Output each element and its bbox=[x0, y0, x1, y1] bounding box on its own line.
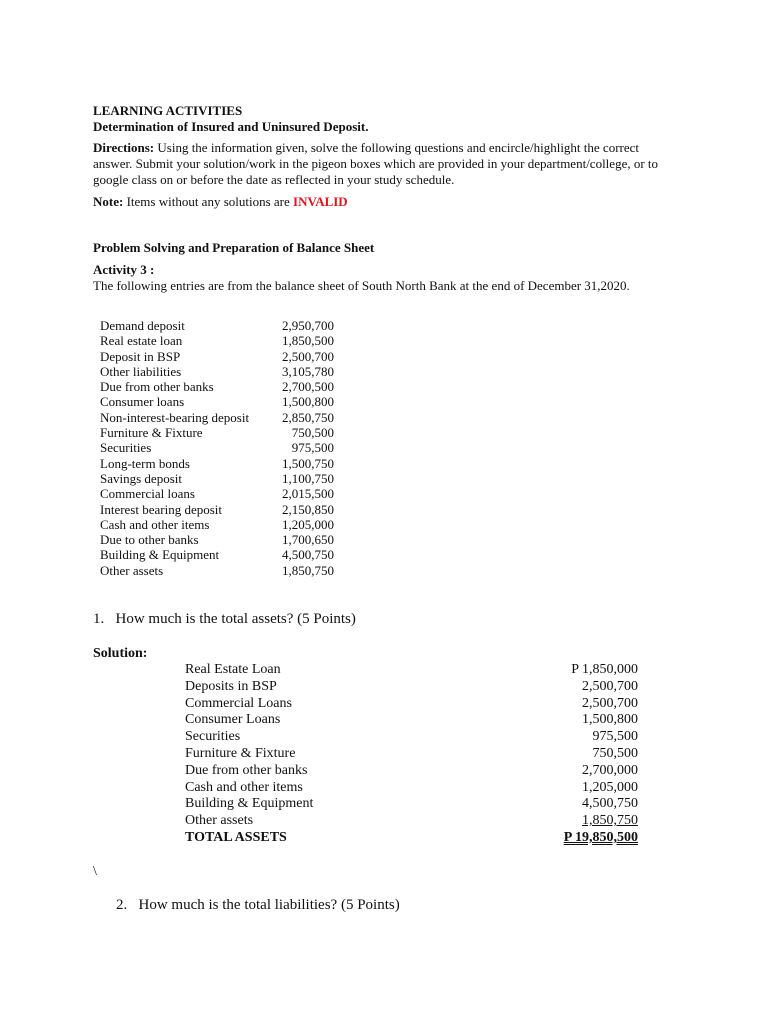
entry-name: Furniture & Fixture bbox=[100, 425, 203, 441]
entry-row bbox=[100, 410, 334, 425]
solution-row bbox=[185, 746, 638, 763]
entry-name: Other liabilities bbox=[100, 363, 182, 379]
solution-row bbox=[185, 796, 638, 813]
total-row bbox=[185, 830, 638, 847]
entry-name: Long-term bonds bbox=[100, 455, 190, 471]
entry-value: 4,500,750 bbox=[282, 547, 334, 563]
solution-row bbox=[185, 729, 638, 746]
directions-label: Directions: bbox=[93, 140, 155, 155]
solution-row bbox=[185, 763, 638, 780]
solution-row bbox=[185, 696, 638, 713]
solution-row bbox=[185, 780, 638, 797]
entry-row bbox=[100, 547, 334, 562]
solution-row bbox=[185, 679, 638, 696]
entry-value: 975,500 bbox=[291, 440, 334, 456]
entry-value: 1,500,800 bbox=[282, 394, 334, 410]
activity-label: Activity 3 : bbox=[93, 262, 155, 277]
question-2 bbox=[116, 897, 400, 914]
solution-label: Solution: bbox=[93, 646, 148, 661]
entry-name: Building & Equipment bbox=[100, 547, 220, 563]
solution-item-value: 1,850,750 bbox=[582, 813, 638, 829]
directions-text: Using the information given, solve the following questions and encircle/highlight the correct answer. Submit your solution/work in the pigeon boxes which are provided in your department/college, or to google class on or before the date as reflected in your study schedule. bbox=[93, 140, 659, 187]
solution-row bbox=[185, 813, 638, 830]
entry-name: Non-interest-bearing deposit bbox=[100, 409, 250, 425]
solution-item-value: 975,500 bbox=[592, 729, 638, 745]
directions-paragraph bbox=[93, 140, 673, 188]
question-1 bbox=[93, 611, 356, 628]
solution-item-name: Furniture & Fixture bbox=[185, 745, 296, 761]
entry-name: Savings deposit bbox=[100, 470, 182, 486]
total-value: P 19,850,500 bbox=[563, 829, 638, 845]
entry-value: 1,850,500 bbox=[282, 333, 334, 349]
entry-row bbox=[100, 532, 334, 547]
entry-row bbox=[100, 394, 334, 409]
activity-intro: The following entries are from the balance sheet of South North Bank at the end of December 31,2020. bbox=[93, 278, 630, 293]
solution-item-value: P 1,850,000 bbox=[571, 662, 638, 677]
entry-row bbox=[100, 502, 334, 517]
entry-value: 1,500,750 bbox=[282, 455, 334, 471]
solution-row bbox=[185, 712, 638, 729]
entry-row bbox=[100, 349, 334, 364]
entry-value: 2,150,850 bbox=[282, 501, 334, 517]
entry-row bbox=[100, 440, 334, 455]
entry-name: Consumer loans bbox=[100, 394, 185, 410]
entry-value: 3,105,780 bbox=[282, 363, 334, 379]
entry-name: Commercial loans bbox=[100, 486, 195, 502]
page-subtitle: Determination of Insured and Uninsured Deposit. bbox=[93, 119, 369, 134]
invalid-emphasis: INVALID bbox=[293, 194, 348, 209]
question-1-number: 1. bbox=[93, 611, 105, 627]
solution-item-name: Commercial Loans bbox=[185, 695, 292, 711]
solution-item-name: Deposits in BSP bbox=[185, 678, 277, 694]
entry-name: Interest bearing deposit bbox=[100, 501, 223, 517]
entry-value: 2,700,500 bbox=[282, 379, 334, 395]
entry-value: 1,850,750 bbox=[282, 562, 334, 578]
note-line bbox=[93, 194, 348, 210]
entry-row bbox=[100, 318, 334, 333]
solution-item-name: Securities bbox=[185, 729, 241, 745]
entry-name: Deposit in BSP bbox=[100, 348, 181, 364]
solution-item-name: Other assets bbox=[185, 813, 254, 829]
entry-name: Other assets bbox=[100, 562, 164, 578]
section-title: Problem Solving and Preparation of Balance Sheet bbox=[93, 240, 375, 255]
entry-name: Due to other banks bbox=[100, 532, 199, 548]
entry-row bbox=[100, 471, 334, 486]
solution-item-name: Building & Equipment bbox=[185, 796, 314, 812]
entry-value: 2,950,700 bbox=[282, 318, 334, 333]
entry-value: 2,015,500 bbox=[282, 486, 334, 502]
solution-item-value: 2,500,700 bbox=[582, 695, 638, 711]
entry-row bbox=[100, 517, 334, 532]
solution-item-name: Cash and other items bbox=[185, 779, 303, 795]
total-label: TOTAL ASSETS bbox=[185, 829, 287, 845]
entry-value: 2,850,750 bbox=[282, 409, 334, 425]
question-2-number: 2. bbox=[116, 897, 128, 913]
entry-row bbox=[100, 379, 334, 394]
entry-value: 1,205,000 bbox=[282, 516, 334, 532]
balance-sheet-entries bbox=[100, 318, 334, 578]
solution-item-value: 2,700,000 bbox=[582, 762, 638, 778]
solution-item-value: 1,500,800 bbox=[582, 712, 638, 728]
entry-name: Real estate loan bbox=[100, 333, 183, 349]
entry-name: Due from other banks bbox=[100, 379, 214, 395]
solution-item-value: 2,500,700 bbox=[582, 678, 638, 694]
entry-name: Demand deposit bbox=[100, 318, 185, 333]
question-2-text: How much is the total liabilities? (5 Points) bbox=[138, 897, 400, 913]
stray-backslash: \ bbox=[93, 864, 97, 879]
entry-value: 2,500,700 bbox=[282, 348, 334, 364]
entry-value: 1,700,650 bbox=[282, 532, 334, 548]
entry-row bbox=[100, 456, 334, 471]
entry-value: 750,500 bbox=[291, 425, 334, 441]
solution-item-name: Consumer Loans bbox=[185, 712, 281, 728]
entry-row bbox=[100, 563, 334, 578]
entry-row bbox=[100, 364, 334, 379]
solution-item-value: 750,500 bbox=[592, 745, 638, 761]
solution-item-value: 1,205,000 bbox=[582, 779, 638, 795]
solution-table bbox=[185, 662, 638, 847]
note-text: Items without any solutions are bbox=[123, 194, 294, 209]
entry-name: Cash and other items bbox=[100, 516, 210, 532]
question-1-text: How much is the total assets? (5 Points) bbox=[115, 611, 356, 627]
solution-row bbox=[185, 662, 638, 679]
entry-row bbox=[100, 425, 334, 440]
solution-item-name: Due from other banks bbox=[185, 762, 308, 778]
note-label: Note: bbox=[93, 194, 124, 209]
page-title: LEARNING ACTIVITIES bbox=[93, 103, 243, 118]
solution-item-value: 4,500,750 bbox=[582, 796, 638, 812]
entry-name: Securities bbox=[100, 440, 152, 456]
entry-row bbox=[100, 333, 334, 348]
entry-value: 1,100,750 bbox=[282, 470, 334, 486]
solution-item-name: Real Estate Loan bbox=[185, 662, 281, 677]
entry-row bbox=[100, 486, 334, 501]
